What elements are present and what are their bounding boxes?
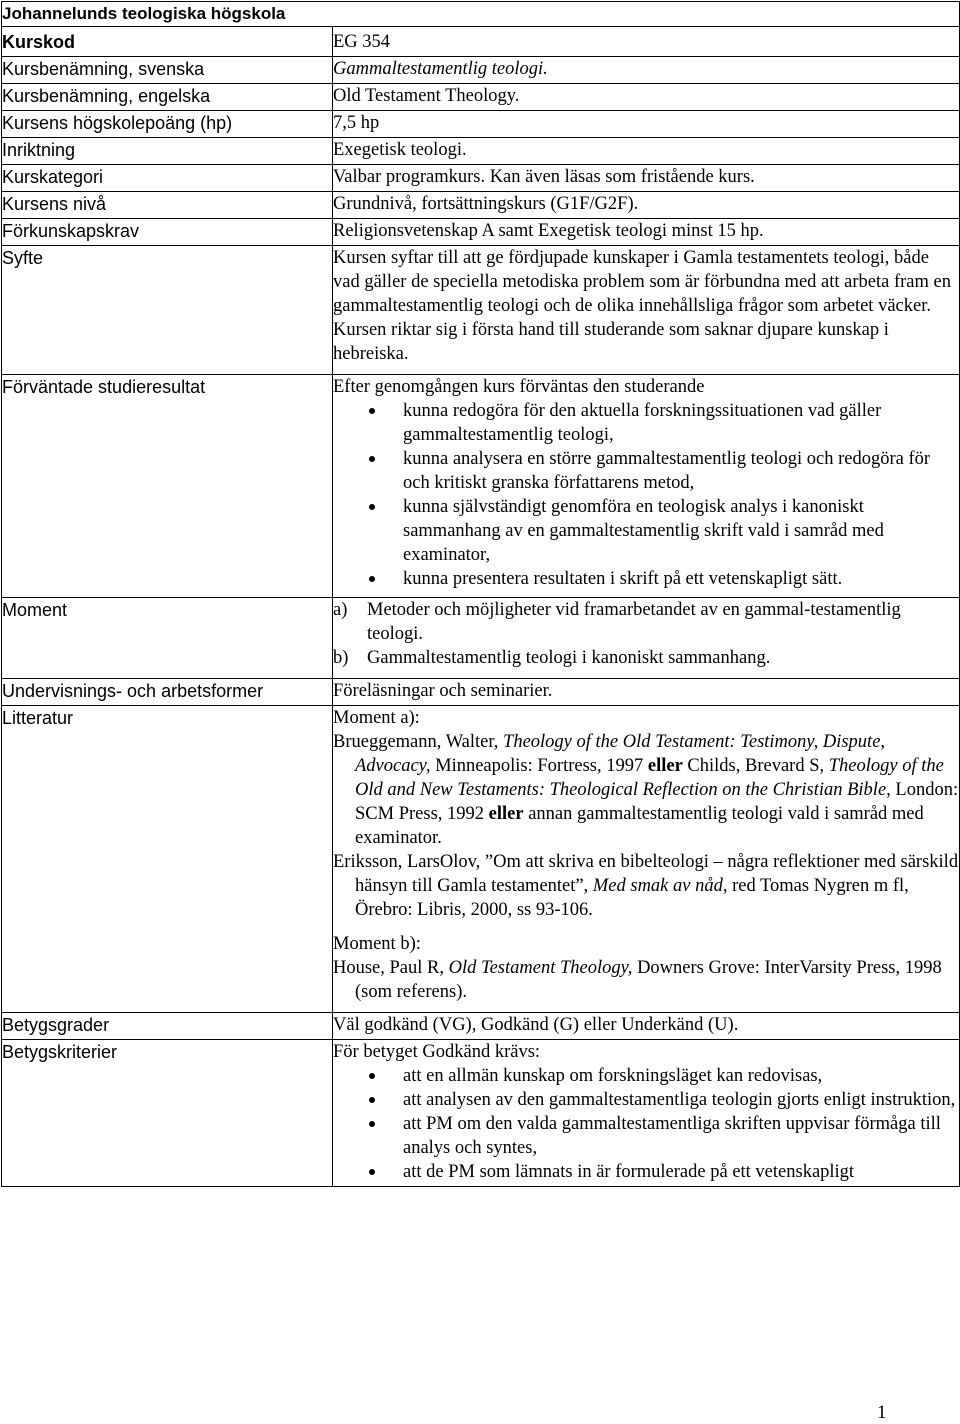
list-item: att PM om den valda gammaltestamentliga skriften uppvisar förmåga till analys och syntes, xyxy=(403,1112,959,1160)
course-name-sv: Gammaltestamentlig teologi. xyxy=(333,59,548,79)
reference-eriksson xyxy=(333,850,959,922)
label-hp: Kursens högskolepoäng (hp) xyxy=(2,111,333,138)
value-kategori: Valbar programkurs. Kan även läsas som fristående kurs. xyxy=(333,165,960,192)
value-namn-sv xyxy=(333,57,960,84)
row-undervisning xyxy=(2,679,960,706)
label-niva: Kursens nivå xyxy=(2,192,333,219)
value-hp: 7,5 hp xyxy=(333,111,960,138)
value-namn-en: Old Testament Theology. xyxy=(333,84,960,111)
label-syfte: Syfte xyxy=(2,246,333,375)
ref-publisher: London: SCM Press, 1992 xyxy=(355,780,959,824)
label-namn-en: Kursbenämning, engelska xyxy=(2,84,333,111)
moment-text: Gammaltestamentlig teologi i kanoniskt sammanhang. xyxy=(367,648,771,668)
kriterier-intro: För betyget Godkänd krävs: xyxy=(333,1042,541,1062)
value-undervisning: Föreläsningar och seminarier. xyxy=(333,679,960,706)
value-moment xyxy=(333,598,960,679)
label-undervisning: Undervisnings- och arbetsformer xyxy=(2,679,333,706)
label-resultat: Förväntade studieresultat xyxy=(2,375,333,598)
list-item: att analysen av den gammaltestamentliga teologin gjorts enligt instruktion, xyxy=(403,1088,959,1112)
ref-publisher: Minneapolis: Fortress, 1997 xyxy=(430,756,648,776)
value-forkunskap: Religionsvetenskap A samt Exegetisk teologi minst 15 hp. xyxy=(333,219,960,246)
label-litteratur: Litteratur xyxy=(2,706,333,1013)
ref-author: House, Paul R, xyxy=(333,958,449,978)
label-kurskod: Kurskod xyxy=(2,27,333,57)
moment-key: a) xyxy=(333,600,348,620)
label-kriterier: Betygskriterier xyxy=(2,1040,333,1187)
value-kriterier xyxy=(333,1040,960,1187)
page-number: 1 xyxy=(877,1402,887,1423)
moment-item-b xyxy=(333,646,959,670)
label-namn-sv: Kursbenämning, svenska xyxy=(2,57,333,84)
reference-brueggemann xyxy=(333,730,959,850)
moment-key: b) xyxy=(333,648,349,668)
reference-house xyxy=(333,956,959,1004)
ref-note: annan gammaltestamentlig teologi vald i samråd med examinator. xyxy=(355,804,924,848)
ref-eller: eller xyxy=(488,804,524,824)
ref-author: Childs, Brevard S, xyxy=(682,756,829,776)
row-forkunskap xyxy=(2,219,960,246)
value-syfte: Kursen syftar till att ge fördjupade kunskaper i Gamla testamentets teologi, både vad gäller de speciella metodiska problem som är förbundna med att arbeta fram en gammaltestamentlig teologi och de olika innehållsliga frågor som arbetet väcker. Kursen riktar sig i första hand till studerande som saknar djupare kunskap i hebreiska. xyxy=(333,246,960,375)
resultat-list xyxy=(333,399,959,591)
row-namn-sv xyxy=(2,57,960,84)
kriterier-list xyxy=(333,1064,959,1184)
value-betygsgrader: Väl godkänd (VG), Godkänd (G) eller Underkänd (U). xyxy=(333,1013,960,1040)
moment-item-a xyxy=(333,598,959,646)
label-forkunskap: Förkunskapskrav xyxy=(2,219,333,246)
spacer xyxy=(333,922,959,932)
resultat-intro: Efter genomgången kurs förväntas den studerande xyxy=(333,377,705,397)
label-inriktning: Inriktning xyxy=(2,138,333,165)
value-inriktning: Exegetisk teologi. xyxy=(333,138,960,165)
ref-author: Brueggemann, Walter, xyxy=(333,732,504,752)
row-hp xyxy=(2,111,960,138)
ref-eller: eller xyxy=(647,756,683,776)
label-betygsgrader: Betygsgrader xyxy=(2,1013,333,1040)
value-niva: Grundnivå, fortsättningskurs (G1F/G2F). xyxy=(333,192,960,219)
value-resultat xyxy=(333,375,960,598)
row-kategori xyxy=(2,165,960,192)
ref-book: Med smak av nåd, xyxy=(592,876,728,896)
ref-publisher: red Tomas Nygren m fl, Örebro: Libris, 2000, ss 93-106. xyxy=(355,876,909,920)
ref-title: ”Om att skriva en bibelteologi – några reflektioner med särskild hänsyn till Gamla testamentet”, xyxy=(355,852,959,896)
value-litteratur xyxy=(333,706,960,1013)
row-inriktning xyxy=(2,138,960,165)
litteratur-moment-a: Moment a): xyxy=(333,708,420,728)
moment-text: Metoder och möjligheter vid framarbetandet av en gammal-testamentlig teologi. xyxy=(367,600,901,644)
label-kategori: Kurskategori xyxy=(2,165,333,192)
row-syfte xyxy=(2,246,960,375)
ref-publisher: Downers Grove: InterVarsity Press, 1998 (som referens). xyxy=(355,958,942,1002)
value-kurskod: EG 354 xyxy=(333,27,960,57)
row-kurskod xyxy=(2,27,960,57)
label-moment: Moment xyxy=(2,598,333,679)
row-litteratur xyxy=(2,706,960,1013)
list-item: att en allmän kunskap om forskningsläget kan redovisas, xyxy=(403,1064,959,1088)
ref-author: Eriksson, LarsOlov, xyxy=(333,852,485,872)
list-item: kunna presentera resultaten i skrift på ett vetenskapligt sätt. xyxy=(403,567,959,591)
list-item: att de PM som lämnats in är formulerade på ett vetenskapligt xyxy=(403,1160,959,1184)
ref-title: Old Testament Theology, xyxy=(448,958,633,978)
institution-header: Johannelunds teologiska högskola xyxy=(2,2,960,27)
row-kriterier xyxy=(2,1040,960,1187)
litteratur-moment-b: Moment b): xyxy=(333,934,421,954)
list-item: kunna redogöra för den aktuella forskningssituationen vad gäller gammaltestamentlig teologi, xyxy=(403,399,959,447)
row-moment xyxy=(2,598,960,679)
row-resultat xyxy=(2,375,960,598)
row-namn-en xyxy=(2,84,960,111)
list-item: kunna självständigt genomföra en teologisk analys i kanoniskt sammanhang av en gammaltestamentlig skrift vald i samråd med examinator, xyxy=(403,495,959,567)
course-table xyxy=(1,1,960,1187)
list-item: kunna analysera en större gammaltestamentlig teologi och redogöra för och kritiskt granska författarens metod, xyxy=(403,447,959,495)
row-betygsgrader xyxy=(2,1013,960,1040)
ref-title: Theology of the Old and New Testaments: Theological Reflection on the Christian Bible, xyxy=(355,756,944,800)
ref-title: Theology of the Old Testament: Testimony, Dispute, Advocacy, xyxy=(355,732,886,776)
row-niva xyxy=(2,192,960,219)
